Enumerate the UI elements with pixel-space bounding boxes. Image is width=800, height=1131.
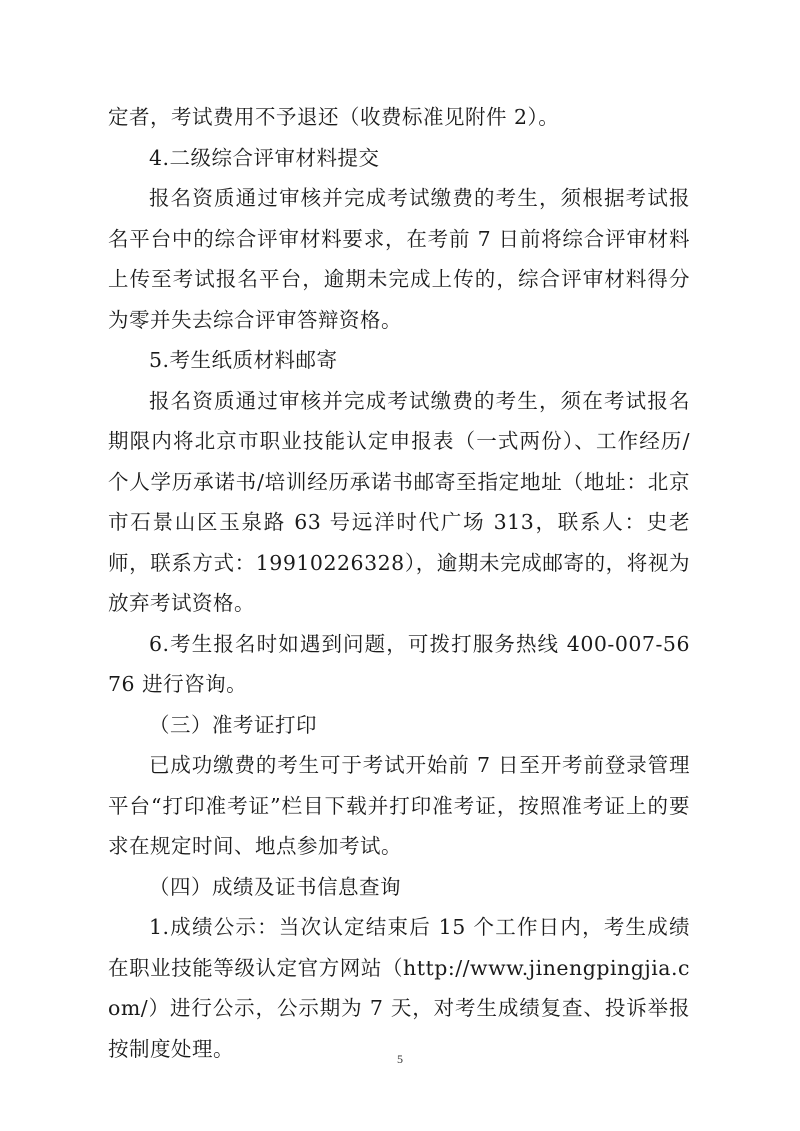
document-body <box>108 97 690 1069</box>
heading-level2-materials-submission: 4.二级综合评审材料提交 <box>149 145 380 170</box>
heading-paper-materials-mailing: 5.考生纸质材料邮寄 <box>149 348 338 372</box>
heading-score-certificate-query: （四）成绩及证书信息查询 <box>149 874 401 899</box>
paragraph-score-publication: 1.成绩公示：当次认定结束后 15 个工作日内，考生成绩在职业技能等级认定官方网站（http://www.jinengpingjia.com/）进行公示，公示期为 7 天，对考生成绩复查、投诉举报按制度处理。 <box>108 915 690 1061</box>
paragraph-fee-no-refund: 定者，考试费用不予退还（收费标准见附件 2）。 <box>108 105 560 129</box>
paragraph-admission-ticket-printing: 已成功缴费的考生可于考试开始前 7 日至开考前登录管理平台“打印准考证”栏目下载并打印准考证，按照准考证上的要求在规定时间、地点参加考试。 <box>108 753 690 858</box>
paragraph-paper-materials-mailing: 报名资质通过审核并完成考试缴费的考生，须在考试报名期限内将北京市职业技能认定申报表（一式两份）、工作经历/个人学历承诺书/培训经历承诺书邮寄至指定地址（地址：北京市石景山区玉泉路 63 号远洋时代广场 313，联系人：史老师，联系方式：19910226328），逾期未完成邮寄的，将视为放弃考试资格。 <box>108 388 690 615</box>
page-number: 5 <box>397 1052 403 1066</box>
paragraph-service-hotline: 6.考生报名时如遇到问题，可拨打服务热线 400-007-5676 进行咨询。 <box>108 631 690 696</box>
heading-admission-ticket-printing: （三）准考证打印 <box>149 712 317 737</box>
paragraph-materials-submission: 报名资质通过审核并完成考试缴费的考生，须根据考试报名平台中的综合评审材料要求，在考前 7 日前将综合评审材料上传至考试报名平台，逾期未完成上传的，综合评审材料得分为零并失去综合评审答辩资格。 <box>108 186 690 332</box>
